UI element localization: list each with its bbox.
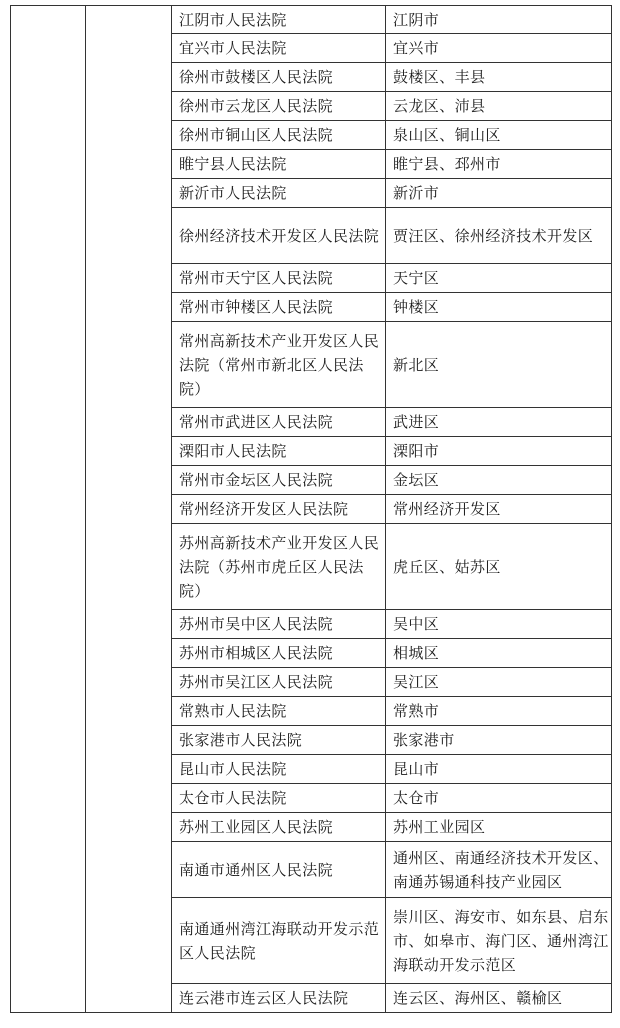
jurisdiction-cell: 泉山区、铜山区 — [386, 121, 612, 150]
court-name-cell: 徐州市云龙区人民法院 — [172, 92, 386, 121]
jurisdiction-cell: 常熟市 — [386, 697, 612, 726]
table-row — [11, 6, 612, 34]
court-name-cell: 常州市武进区人民法院 — [172, 408, 386, 437]
jurisdiction-cell: 苏州工业园区 — [386, 813, 612, 842]
jurisdiction-cell: 太仓市 — [386, 784, 612, 813]
court-name-cell: 常州高新技术产业开发区人民法院（常州市新北区人民法院） — [172, 322, 386, 408]
court-name-cell: 徐州市铜山区人民法院 — [172, 121, 386, 150]
court-name-cell: 太仓市人民法院 — [172, 784, 386, 813]
jurisdiction-cell: 钟楼区 — [386, 293, 612, 322]
jurisdiction-cell: 连云区、海州区、赣榆区 — [386, 984, 612, 1013]
jurisdiction-cell: 武进区 — [386, 408, 612, 437]
jurisdiction-cell: 崇川区、海安市、如东县、启东市、如皋市、海门区、通州湾江海联动开发示范区 — [386, 898, 612, 984]
jurisdiction-cell: 相城区 — [386, 639, 612, 668]
court-name-cell: 宜兴市人民法院 — [172, 34, 386, 63]
court-name-cell: 苏州市吴江区人民法院 — [172, 668, 386, 697]
court-name-cell: 苏州市吴中区人民法院 — [172, 610, 386, 639]
court-name-cell: 南通市通州区人民法院 — [172, 842, 386, 898]
court-name-cell: 苏州高新技术产业开发区人民法院（苏州市虎丘区人民法院） — [172, 524, 386, 610]
court-name-cell: 南通通州湾江海联动开发示范区人民法院 — [172, 898, 386, 984]
court-name-cell: 常熟市人民法院 — [172, 697, 386, 726]
jurisdiction-cell: 溧阳市 — [386, 437, 612, 466]
court-jurisdiction-table — [10, 5, 612, 1013]
jurisdiction-cell: 云龙区、沛县 — [386, 92, 612, 121]
jurisdiction-cell: 贾汪区、徐州经济技术开发区 — [386, 208, 612, 264]
court-name-cell: 苏州工业园区人民法院 — [172, 813, 386, 842]
court-name-cell: 徐州经济技术开发区人民法院 — [172, 208, 386, 264]
jurisdiction-cell: 鼓楼区、丰县 — [386, 63, 612, 92]
jurisdiction-cell: 张家港市 — [386, 726, 612, 755]
merged-cell-col1 — [11, 6, 86, 1013]
jurisdiction-cell: 吴中区 — [386, 610, 612, 639]
jurisdiction-cell: 通州区、南通经济技术开发区、南通苏锡通科技产业园区 — [386, 842, 612, 898]
jurisdiction-cell: 常州经济开发区 — [386, 495, 612, 524]
court-name-cell: 苏州市相城区人民法院 — [172, 639, 386, 668]
court-name-cell: 昆山市人民法院 — [172, 755, 386, 784]
jurisdiction-cell: 虎丘区、姑苏区 — [386, 524, 612, 610]
jurisdiction-cell: 江阴市 — [386, 6, 612, 34]
jurisdiction-cell: 天宁区 — [386, 264, 612, 293]
court-name-cell: 张家港市人民法院 — [172, 726, 386, 755]
jurisdiction-cell: 昆山市 — [386, 755, 612, 784]
court-name-cell: 睢宁县人民法院 — [172, 150, 386, 179]
court-name-cell: 江阴市人民法院 — [172, 6, 386, 34]
merged-cell-col2 — [86, 6, 172, 1013]
jurisdiction-cell: 宜兴市 — [386, 34, 612, 63]
court-name-cell: 连云港市连云区人民法院 — [172, 984, 386, 1013]
court-name-cell: 溧阳市人民法院 — [172, 437, 386, 466]
court-name-cell: 新沂市人民法院 — [172, 179, 386, 208]
jurisdiction-cell: 新沂市 — [386, 179, 612, 208]
court-name-cell: 常州市金坛区人民法院 — [172, 466, 386, 495]
jurisdiction-cell: 新北区 — [386, 322, 612, 408]
court-name-cell: 常州经济开发区人民法院 — [172, 495, 386, 524]
court-name-cell: 常州市天宁区人民法院 — [172, 264, 386, 293]
jurisdiction-cell: 吴江区 — [386, 668, 612, 697]
court-name-cell: 常州市钟楼区人民法院 — [172, 293, 386, 322]
jurisdiction-cell: 睢宁县、邳州市 — [386, 150, 612, 179]
court-name-cell: 徐州市鼓楼区人民法院 — [172, 63, 386, 92]
table-body — [11, 6, 612, 1013]
jurisdiction-cell: 金坛区 — [386, 466, 612, 495]
